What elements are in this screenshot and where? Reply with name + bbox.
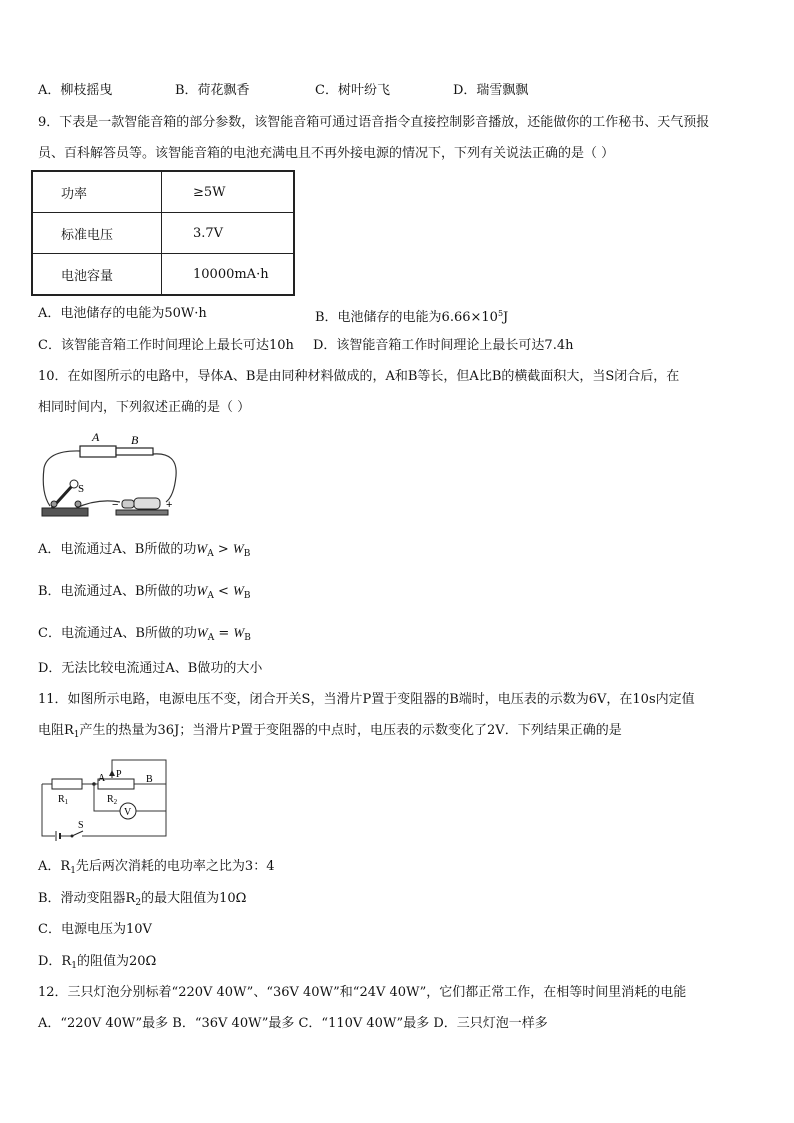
- table-row: [32, 254, 294, 296]
- q8-option-d: D．瑞雪飘飘: [453, 83, 529, 98]
- label-s: S: [78, 820, 84, 831]
- param-value: 3.7V: [162, 213, 295, 254]
- q8-option-a: A．柳枝摇曳: [38, 83, 113, 98]
- label-b: B: [146, 774, 153, 785]
- q10-option-d: D．无法比较电流通过A、B做功的大小: [38, 661, 263, 676]
- q10-option-c: C．电流通过A、B所做的功$W_A = W_B$: [38, 625, 251, 643]
- label-plus: +: [166, 499, 173, 511]
- q9-option-b: B．电池储存的电能为$6.66\times 10^5J$: [315, 309, 509, 325]
- q9-option-c: C．该智能音箱工作时间理论上最长可达10h: [38, 338, 294, 353]
- q11-option-c: C．电源电压为10V: [38, 922, 152, 937]
- param-name: 标准电压: [32, 213, 162, 254]
- q9-option-a: A．电池储存的电能为50W·h: [38, 306, 207, 321]
- param-value: ≥5W: [162, 171, 295, 213]
- table-row: [32, 213, 294, 254]
- q11-option-a: A．$R_1$先后两次消耗的电功率之比为3：4: [38, 859, 275, 876]
- param-name: 电池容量: [32, 254, 162, 296]
- q9-option-d: D．该智能音箱工作时间理论上最长可达7.4h: [313, 338, 574, 353]
- q10-stem-line2: 相同时间内，下列叙述正确的是（ ）: [38, 400, 251, 415]
- label-b: B: [131, 433, 139, 447]
- q10-circuit-figure: [38, 428, 188, 523]
- q10-option-b: B．电流通过A、B所做的功$W_A < W_B$: [38, 583, 251, 601]
- q11-option-b: B．滑动变阻器$R_2$的最大阻值为10Ω: [38, 891, 247, 908]
- q8-option-c: C．树叶纷飞: [315, 83, 390, 98]
- q11-option-d: D．$R_1$的阻值为20Ω: [38, 954, 157, 971]
- q8-option-b: B．荷花飘香: [175, 83, 250, 98]
- label-a: A: [98, 773, 106, 784]
- q11-circuit-figure: [38, 756, 172, 841]
- param-name: 功率: [32, 171, 162, 213]
- label-v: V: [124, 807, 132, 818]
- q11-stem-line1: 11．如图所示电路，电源电压不变，闭合开关S，当滑片P置于变阻器的B端时，电压表的示数为6V，在10s内定值: [38, 692, 695, 707]
- label-minus: −: [112, 499, 119, 511]
- q10-stem-line1: 10．在如图所示的电路中，导体A、B是由同种材料做成的，A和B等长，但A比B的横截面积大，当S闭合后，在: [38, 369, 680, 384]
- label-s: S: [78, 483, 85, 495]
- q9-stem-line2: 员、百科解答员等。该智能音箱的电池充满电且不再外接电源的情况下，下列有关说法正确的是（ ）: [38, 146, 615, 161]
- q9-stem-line1: 9．下表是一款智能音箱的部分参数，该智能音箱可通过语音指令直接控制影音播放，还能做你的工作秘书、天气预报: [38, 115, 710, 130]
- q11-stem-line2: 电阻$R_1$产生的热量为36J；当滑片P置于变阻器的中点时，电压表的示数变化了2V．下列结果正确的是: [38, 723, 622, 740]
- q12-options: A．“220V 40W”最多 B．“36V 40W”最多 C．“110V 40W”最多 D．三只灯泡一样多: [38, 1016, 548, 1031]
- label-p: P: [116, 769, 122, 780]
- label-a: A: [92, 430, 100, 444]
- param-value: 10000mA·h: [162, 254, 295, 296]
- q10-option-a: A．电流通过A、B所做的功$W_A > W_B$: [38, 541, 251, 559]
- label-r2: $R_2$: [107, 794, 118, 806]
- table-row: [32, 171, 294, 213]
- q9-parameter-table: [31, 170, 295, 296]
- q12-stem: 12．三只灯泡分别标着“220V 40W”、“36V 40W”和“24V 40W”，它们都正常工作，在相等时间里消耗的电能: [38, 985, 687, 1000]
- label-r1: $R_1$: [58, 794, 69, 806]
